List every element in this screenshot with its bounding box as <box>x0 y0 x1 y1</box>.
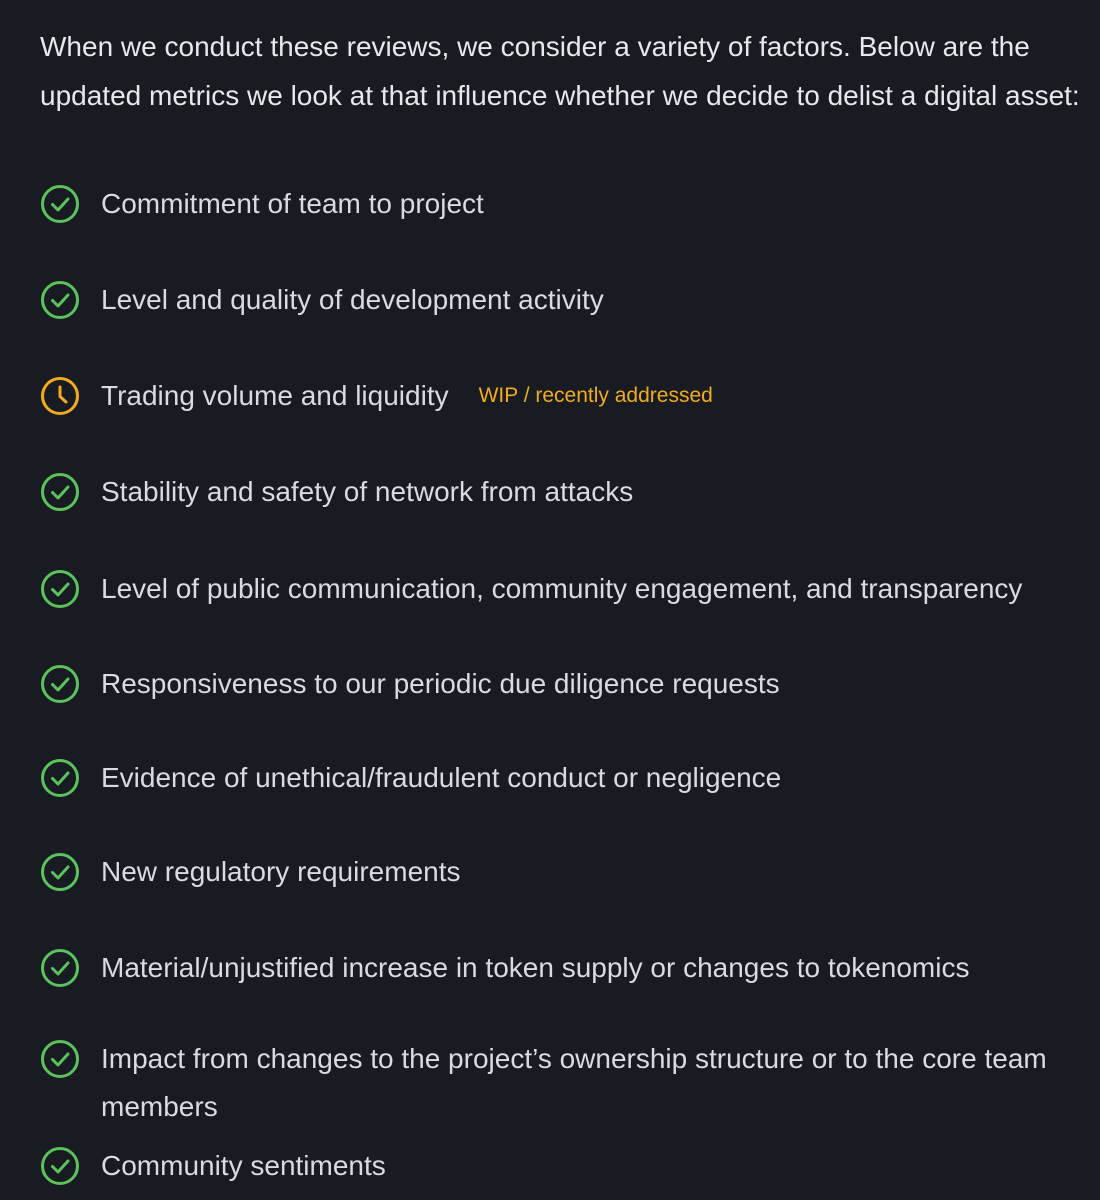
metric-item <box>40 660 780 708</box>
check-circle-icon <box>40 758 80 798</box>
check-circle-icon <box>40 1146 80 1186</box>
metric-item <box>40 1035 1061 1131</box>
check-circle-icon <box>40 852 80 892</box>
check-circle-icon <box>40 569 80 609</box>
check-circle-icon <box>40 184 80 224</box>
metric-label: Level and quality of development activity <box>101 284 604 315</box>
wip-status-badge: WIP / recently addressed <box>478 384 713 407</box>
check-circle-icon <box>40 664 80 704</box>
metric-item <box>40 565 1022 613</box>
metric-label: Stability and safety of network from attacks <box>101 476 634 507</box>
metric-label: Evidence of unethical/fraudulent conduct or negligence <box>101 762 782 793</box>
metric-label: Commitment of team to project <box>101 188 484 219</box>
metric-label: Community sentiments <box>101 1150 386 1181</box>
metric-label: Responsiveness to our periodic due diligence requests <box>101 668 780 699</box>
metric-item <box>40 944 969 992</box>
intro-line-1: When we conduct these reviews, we consider a variety of factors. Below are the <box>40 31 1030 62</box>
clock-icon <box>40 376 80 416</box>
metric-label: Level of public communication, community engagement, and transparency <box>101 573 1023 604</box>
metric-label: New regulatory requirements <box>101 856 461 887</box>
check-circle-icon <box>40 280 80 320</box>
metric-label: Trading volume and liquidity <box>101 380 449 411</box>
check-circle-icon <box>40 1039 80 1079</box>
metric-label: Material/unjustified increase in token supply or changes to tokenomics <box>101 952 970 983</box>
check-circle-icon <box>40 948 80 988</box>
intro-paragraph <box>40 22 1100 120</box>
metric-item <box>40 276 604 324</box>
metric-item <box>40 754 781 802</box>
metric-item <box>40 848 461 896</box>
check-circle-icon <box>40 472 80 512</box>
metric-item <box>40 468 633 516</box>
metric-label: Impact from changes to the project’s ownership structure or to the core team members <box>101 1043 1047 1122</box>
metric-item <box>40 372 713 420</box>
intro-line-2: updated metrics we look at that influence whether we decide to delist a digital asset: <box>40 80 1080 111</box>
metric-item <box>40 1142 386 1190</box>
metric-item <box>40 180 484 228</box>
